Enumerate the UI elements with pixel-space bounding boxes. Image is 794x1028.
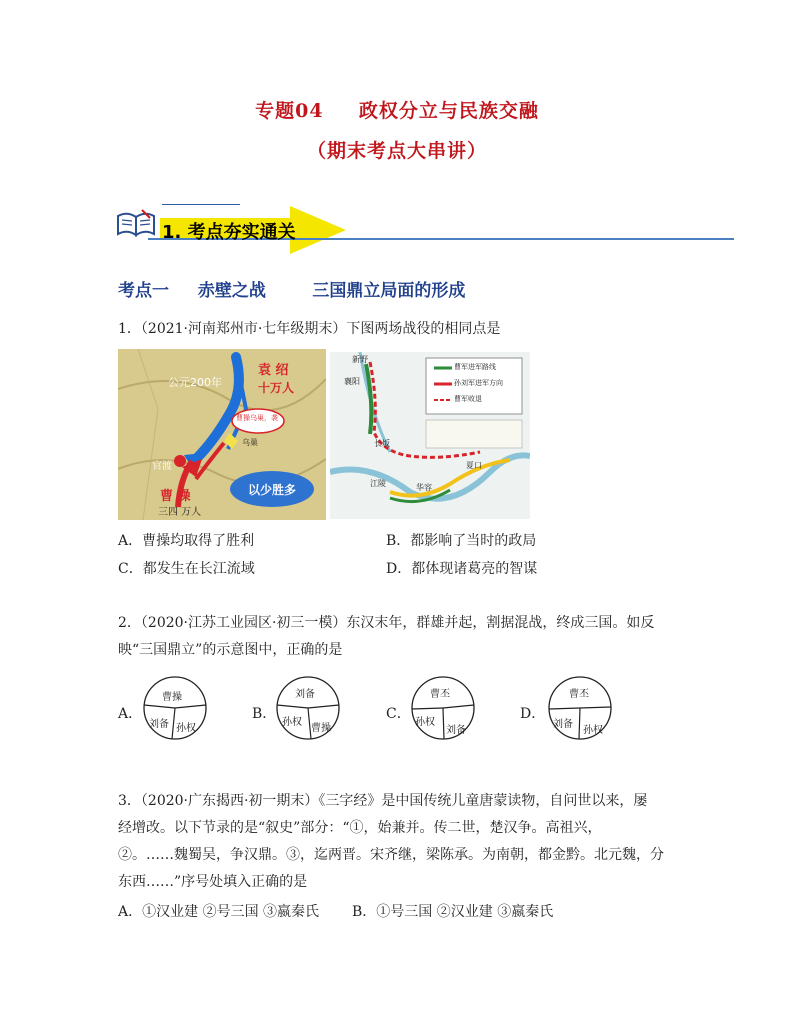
book-icon bbox=[116, 208, 156, 238]
guandu-battle-map bbox=[118, 349, 326, 520]
q2-pie-a bbox=[142, 675, 208, 741]
map-camp-label: 乌巢 bbox=[242, 438, 258, 447]
option-text: 曹操均取得了胜利 bbox=[142, 533, 255, 549]
section-label: 1. 考点夯实通关 bbox=[162, 222, 296, 243]
q2-option-c-letter: C． bbox=[386, 706, 411, 722]
option-text: 都体现诸葛亮的智谋 bbox=[411, 561, 538, 577]
map-slogan-label: 以少胜多 bbox=[248, 483, 297, 497]
map-legend-1: 曹军进军路线 bbox=[454, 363, 496, 371]
q2-pie-c bbox=[410, 675, 476, 741]
option-letter: B． bbox=[352, 904, 377, 920]
q2-option-b-letter: B． bbox=[252, 706, 277, 722]
keypoint-heading: 考点一 赤壁之战 三国鼎立局面的形成 bbox=[118, 281, 466, 301]
q2-stem-line2: 映“三国鼎立”的示意图中，正确的是 bbox=[118, 642, 343, 658]
pie-segment-top: 曹操 bbox=[162, 692, 182, 703]
option-text: 都发生在长江流域 bbox=[142, 561, 255, 577]
q3-option-a bbox=[118, 901, 319, 921]
map-place-d: 江陵 bbox=[370, 479, 386, 488]
map-place-e: 华容 bbox=[416, 483, 432, 492]
q1-option-d bbox=[386, 558, 537, 578]
map-note-label: 曹操乌巢，袭 bbox=[236, 414, 278, 422]
map-army-a-label: 袁 绍 bbox=[258, 363, 289, 378]
map-army-b-label: 曹 操 bbox=[160, 489, 191, 504]
map-year-label: 公元200年 bbox=[168, 376, 222, 389]
map-place-label: 官渡 bbox=[152, 461, 172, 472]
option-letter: A． bbox=[118, 904, 143, 920]
q2-option-d-letter: D． bbox=[520, 706, 546, 722]
option-text: 都影响了当时的政局 bbox=[410, 533, 537, 549]
option-text: ①汉业建 ②号三国 ③嬴秦氏 bbox=[142, 904, 320, 920]
map-place-c: 长坂 bbox=[374, 439, 390, 448]
pie-segment-top: 曹丕 bbox=[430, 689, 450, 700]
pie-segment-top: 刘备 bbox=[295, 689, 315, 700]
q2-pie-d bbox=[547, 675, 613, 741]
option-letter: D． bbox=[386, 561, 412, 577]
pie-segment-left: 孙权 bbox=[415, 717, 435, 728]
map-legend-2: 孙刘军进军方向 bbox=[454, 379, 503, 387]
option-letter: A． bbox=[118, 533, 143, 549]
pie-segment-right: 刘备 bbox=[446, 725, 466, 736]
pie-segment-right: 孙权 bbox=[583, 725, 603, 736]
q2-stem-line1: 2．（2020·江苏工业园区·初三一模）东汉末年，群雄并起，割据混战，终成三国。如反 bbox=[118, 615, 655, 631]
q3-line3: ②。……魏蜀吴，争汉鼎。③，迄两晋。宋齐继，梁陈承。为南朝，都金黔。北元魏，分 bbox=[118, 847, 664, 863]
option-text: ①号三国 ②汉业建 ③嬴秦氏 bbox=[376, 904, 554, 920]
page-title: 专题04 政权分立与民族交融 bbox=[255, 100, 539, 122]
q3-option-b bbox=[352, 901, 553, 921]
q1-stem: 1．（2021·河南郑州市·七年级期末）下图两场战役的相同点是 bbox=[118, 321, 501, 337]
q2-option-a-letter: A． bbox=[118, 706, 143, 722]
chibi-battle-map bbox=[330, 352, 530, 519]
pie-segment-left: 刘备 bbox=[149, 719, 169, 730]
q1-option-a bbox=[118, 530, 254, 550]
map-place-a: 新野 bbox=[352, 355, 368, 364]
map-army-a-size: 十万人 bbox=[258, 381, 295, 395]
pie-segment-left: 孙权 bbox=[282, 717, 302, 728]
page-subtitle: （期末考点大串讲） bbox=[306, 140, 487, 162]
map-place-f: 夏口 bbox=[466, 461, 482, 470]
q3-line4: 东西……”序号处填入正确的是 bbox=[118, 874, 308, 890]
pie-segment-right: 曹操 bbox=[311, 723, 331, 734]
q3-line1: 3．（2020·广东揭西·初一期末）《三字经》是中国传统儿童唐蒙读物，自问世以来，屡 bbox=[118, 793, 648, 809]
map-place-b: 襄阳 bbox=[344, 377, 360, 386]
map-legend-3: 曹军败退 bbox=[454, 395, 482, 403]
q1-option-c bbox=[118, 558, 255, 578]
q1-option-b bbox=[386, 530, 536, 550]
q3-line2: 经增改。以下节录的是“叙史”部分：“①，始兼并。传二世，楚汉争。高祖兴， bbox=[118, 820, 602, 836]
option-letter: C． bbox=[118, 561, 143, 577]
q2-pie-b bbox=[275, 675, 341, 741]
pie-segment-top: 曹丕 bbox=[569, 689, 589, 700]
map-army-b-size: 三四 万人 bbox=[158, 507, 202, 518]
pie-segment-right: 孙权 bbox=[176, 723, 196, 734]
section-top-rule bbox=[162, 204, 240, 205]
pie-segment-left: 刘备 bbox=[553, 719, 573, 730]
option-letter: B． bbox=[386, 533, 411, 549]
